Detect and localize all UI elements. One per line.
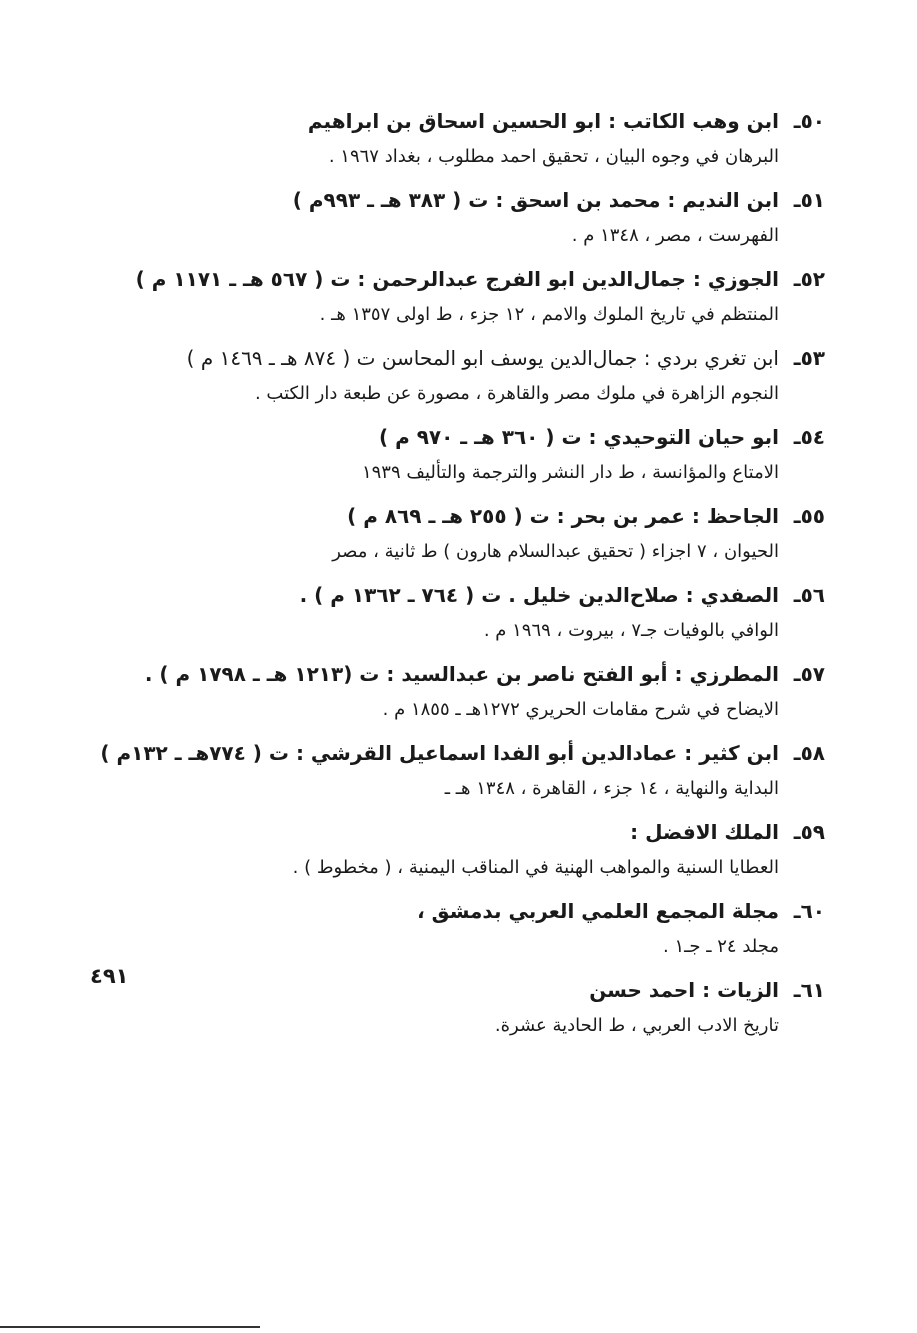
entry-author: الجوزي : جمال‌الدين ابو الفرج عبدالرحمن : ت ( ٥٦٧ هـ ـ ١١٧١ م ) (135, 267, 779, 291)
entry-number: ٦١ـ (793, 978, 825, 1002)
entry-number: ٥٩ـ (793, 820, 825, 844)
entry-reference: النجوم الزاهرة في ملوك مصر والقاهرة ، مصورة عن طبعة دار الكتب . (254, 383, 779, 404)
bibliography-entry (85, 811, 825, 890)
page-number: ٤٩١ (90, 964, 129, 988)
entry-author: ابن النديم : محمد بن اسحق : ت ( ٣٨٣ هـ ـ ٩٩٣م ) (292, 188, 779, 212)
entry-reference: الامتاع والمؤانسة ، ط دار النشر والترجمة والتأليف ١٩٣٩ (361, 462, 779, 483)
bibliography-entry (85, 969, 825, 1048)
entry-number: ٥٦ـ (793, 583, 825, 607)
entry-number: ٥٣ـ (793, 346, 825, 370)
bibliography-entry (85, 258, 825, 337)
entry-number: ٥٢ـ (793, 267, 825, 291)
entry-number: ٥٠ـ (793, 109, 825, 133)
entry-reference: مجلد ٢٤ ـ جـ١ . (663, 936, 779, 957)
bibliography-entry (85, 337, 825, 416)
entry-author: ابن وهب الكاتب : ابو الحسين اسحاق بن ابراهيم (307, 109, 779, 133)
entry-number: ٥٨ـ (793, 741, 825, 765)
bibliography-entry (85, 574, 825, 653)
entry-author: ابو حيان التوحيدي : ت ( ٣٦٠ هـ ـ ٩٧٠ م ) (378, 425, 779, 449)
bottom-rule (0, 1326, 260, 1328)
entry-reference: الايضاح في شرح مقامات الحريري ١٢٧٢هـ ـ ١٨٥٥ م . (382, 699, 779, 720)
entry-author: الجاحظ : عمر بن بحر : ت ( ٢٥٥ هـ ـ ٨٦٩ م ) (347, 504, 779, 528)
entry-author: الزيات : احمد حسن (589, 978, 779, 1002)
entry-reference: الحيوان ، ٧ اجزاء ( تحقيق عبدالسلام هارون ) ط ثانية ، مصر (332, 541, 779, 562)
bibliography-entry (85, 653, 825, 732)
bibliography-entry (85, 495, 825, 574)
bibliography-entry (85, 732, 825, 811)
entry-reference: العطايا السنية والمواهب الهنية في المناقب اليمنية ، ( مخطوط ) . (292, 857, 779, 878)
entry-number: ٥٤ـ (793, 425, 825, 449)
entry-number: ٥٧ـ (793, 662, 825, 686)
entry-reference: البرهان في وجوه البيان ، تحقيق احمد مطلوب ، بغداد ١٩٦٧ . (328, 146, 779, 167)
bibliography-entry (85, 100, 825, 179)
entry-author: المطرزي : أبو الفتح ناصر بن عبدالسيد : ت (١٢١٣ هـ ـ ١٧٩٨ م ) . (144, 662, 779, 686)
entry-reference: البداية والنهاية ، ١٤ جزء ، القاهرة ، ١٣٤٨ هـ ـ (444, 778, 779, 799)
entry-reference: الفهرست ، مصر ، ١٣٤٨ م . (571, 225, 779, 246)
bibliography-entry (85, 179, 825, 258)
entry-number: ٦٠ـ (793, 899, 825, 923)
entry-number: ٥٥ـ (793, 504, 825, 528)
entry-author: ابن كثير : عمادالدين أبو الفدا اسماعيل القرشي : ت ( ٧٧٤هـ ـ ١٣٢م ) (100, 741, 779, 765)
entry-reference: تاريخ الادب العربي ، ط الحادية عشرة. (494, 1015, 779, 1036)
bibliography-entry (85, 890, 825, 969)
bibliography-entry (85, 416, 825, 495)
entry-author: ابن تغري بردي : جمال‌الدين يوسف ابو المحاسن ت ( ٨٧٤ هـ ـ ١٤٦٩ م ) (186, 346, 779, 370)
bibliography-list (85, 100, 825, 1048)
entry-reference: المنتظم في تاريخ الملوك والامم ، ١٢ جزء ، ط اولى ١٣٥٧ هـ . (319, 304, 779, 325)
entry-author: الملك الافضل : (630, 820, 779, 844)
entry-reference: الوافي بالوفيات جـ٧ ، بيروت ، ١٩٦٩ م . (483, 620, 779, 641)
entry-author: مجلة المجمع العلمي العربي بدمشق ، (417, 899, 779, 923)
entry-author: الصفدي : صلاح‌الدين خليل . ت ( ٧٦٤ ـ ١٣٦٢ م ) . (299, 583, 779, 607)
entry-number: ٥١ـ (793, 188, 825, 212)
